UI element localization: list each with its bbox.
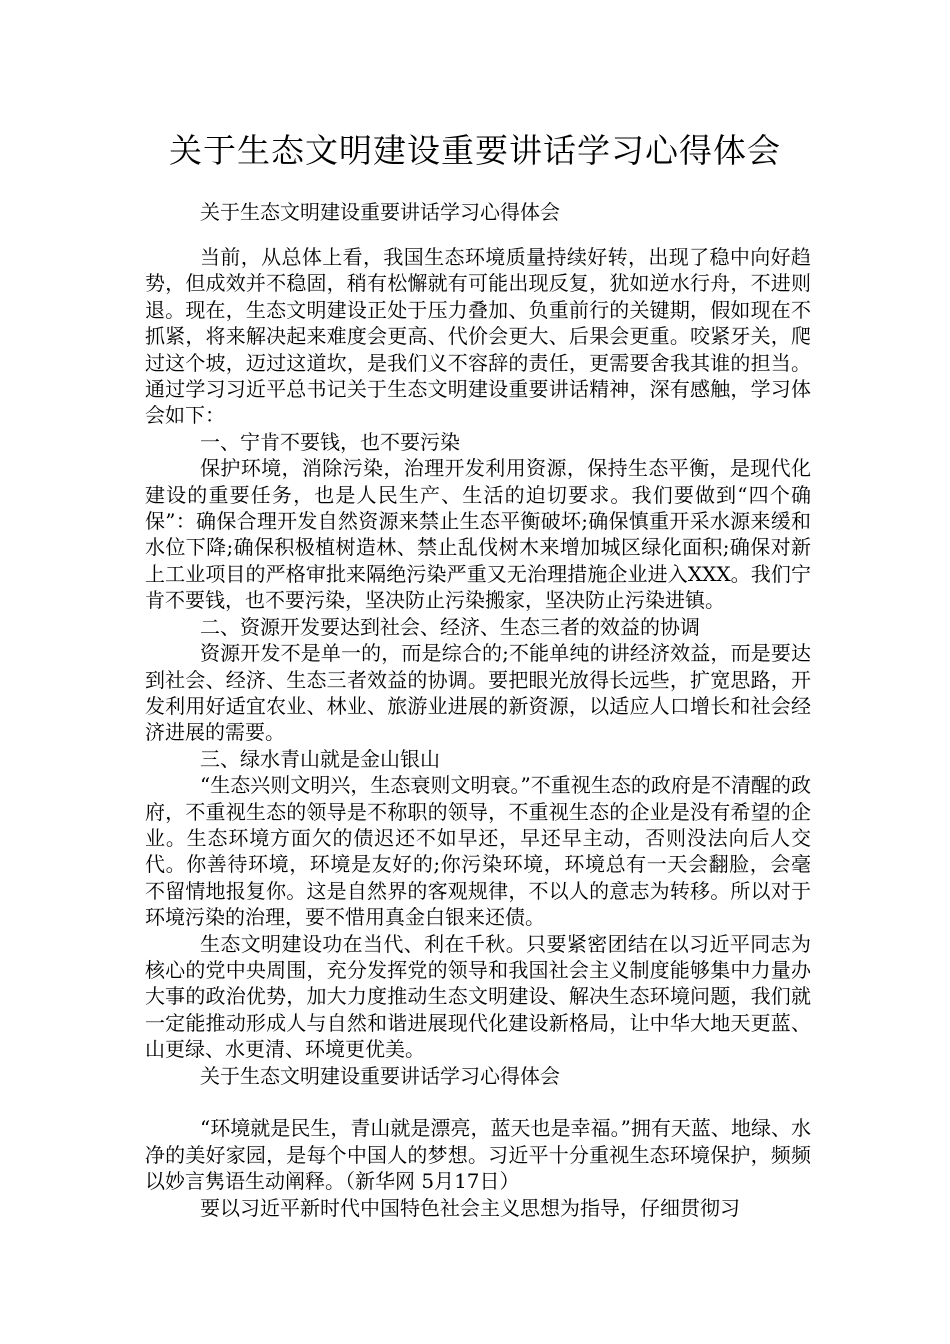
paragraph-conclusion: 生态文明建设功在当代、利在千秋。只要紧密团结在以习近平同志为核心的党中央周围，充分发挥党的领导和我国社会主义制度能够集中力量办大事的政治优势，加大力度推动生态文明建设、解决生态环境问题，我们就一定能推动形成人与自然和谐进展现代化建设新格局，让中华大地天更蓝、山更绿、水更清、环境更优美。 (145, 931, 811, 1062)
document-body (145, 244, 811, 1221)
section-heading-3: 三、绿水青山就是金山银山 (200, 746, 440, 771)
section-heading-1: 一、宁肯不要钱，也不要污染 (200, 429, 460, 454)
section-heading-2: 二、资源开发要达到社会、经济、生态三者的效益的协调 (200, 614, 700, 639)
second-article-title: 关于生态文明建设重要讲话学习心得体会 (200, 1063, 560, 1088)
paragraph-second-article-2: 要以习近平新时代中国特色社会主义思想为指导，仔细贯彻习 (200, 1195, 740, 1220)
blank-line (145, 1089, 811, 1115)
paragraph-second-article-1: “环境就是民生，青山就是漂亮，蓝天也是幸福。”拥有天蓝、地绿、水净的美好家园，是每个中国人的梦想。习近平十分重视生态环境保护，频频以妙言隽语生动阐释。（新华网 5月17日） (145, 1116, 811, 1194)
paragraph-section-2: 资源开发不是单一的，而是综合的;不能单纯的讲经济效益，而是要达到社会、经济、生态三者效益的协调。要把眼光放得长远些，扩宽思路，开发利用好适宜农业、林业、旅游业进展的新资源，以适应人口增长和社会经济进展的需要。 (145, 641, 811, 745)
document-title: 关于生态文明建设重要讲话学习心得体会 (169, 131, 781, 170)
paragraph-section-1: 保护环境，消除污染，治理开发利用资源，保持生态平衡，是现代化建设的重要任务，也是人民生产、生活的迫切要求。我们要做到“四个确保”：确保合理开发自然资源来禁止生态平衡破坏;确保慎重开采水源来缓和水位下降;确保积极植树造林、禁止乱伐树木来增加城区绿化面积;确保对新上工业项目的严格审批来隔绝污染严重又无治理措施企业进入XXX。我们宁肯不要钱，也不要污染，坚决防止污染搬家，坚决防止污染进镇。 (145, 456, 811, 613)
paragraph-intro: 当前，从总体上看，我国生态环境质量持续好转，出现了稳中向好趋势，但成效并不稳固，稍有松懈就有可能出现反复，犹如逆水行舟，不进则退。现在，生态文明建设正处于压力叠加、负重前行的关键期，假如现在不抓紧，将来解决起来难度会更高、代价会更大、后果会更重。咬紧牙关，爬过这个坡，迈过这道坎，是我们义不容辞的责任，更需要舍我其谁的担当。通过学习习近平总书记关于生态文明建设重要讲话精神，深有感触，学习体会如下： (145, 245, 811, 428)
document-subtitle: 关于生态文明建设重要讲话学习心得体会 (200, 200, 560, 224)
paragraph-section-3: “生态兴则文明兴，生态衰则文明衰。”不重视生态的政府是不清醒的政府，不重视生态的领导是不称职的领导，不重视生态的企业是没有希望的企业。生态环境方面欠的债迟还不如早还，早还早主动，否则没法向后人交代。你善待环境，环境是友好的;你污染环境，环境总有一天会翻脸，会毫不留情地报复你。这是自然界的客观规律，不以人的意志为转移。所以对于环境污染的治理，要不惜用真金白银来还债。 (145, 773, 811, 930)
